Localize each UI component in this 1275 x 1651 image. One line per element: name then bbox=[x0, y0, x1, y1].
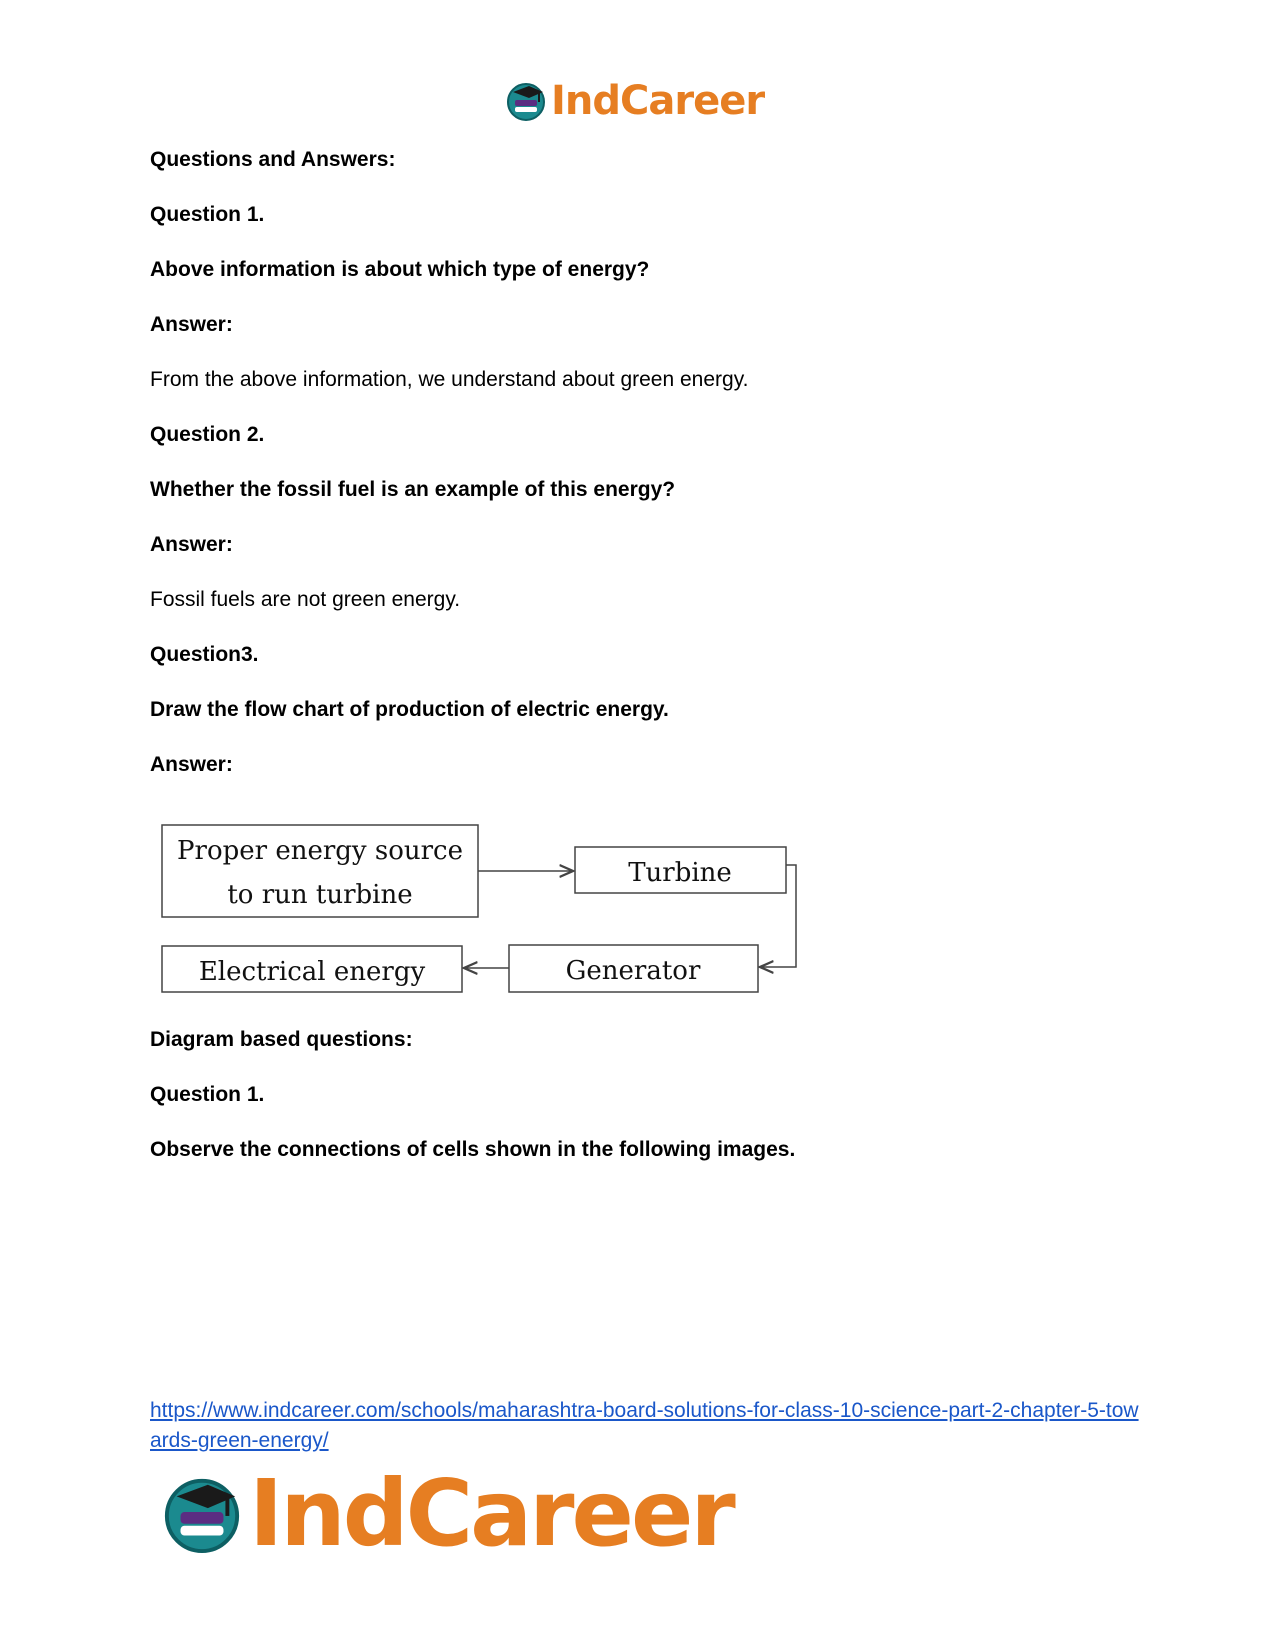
answer-text: From the above information, we understand about green energy. bbox=[150, 368, 749, 391]
source-box bbox=[162, 825, 478, 917]
logo-text: IndCareer bbox=[551, 78, 765, 124]
heading-line: Question 2. bbox=[150, 423, 265, 446]
diagram-questions-section bbox=[150, 1027, 1130, 1192]
heading-line: Answer: bbox=[150, 753, 233, 776]
heading-line: Questions and Answers: bbox=[150, 148, 396, 171]
heading-line: Question 1. bbox=[150, 203, 265, 226]
generator-label: Generator bbox=[565, 956, 701, 986]
graduation-globe-icon bbox=[161, 1473, 243, 1555]
flowchart bbox=[150, 815, 810, 995]
heading-line: Answer: bbox=[150, 533, 233, 556]
heading-line: Above information is about which type of energy? bbox=[150, 258, 650, 281]
answer-text: Fossil fuels are not green energy. bbox=[150, 588, 461, 611]
header-logo bbox=[505, 80, 764, 122]
heading-line: Diagram based questions: bbox=[150, 1028, 413, 1051]
electrical-label: Electrical energy bbox=[198, 957, 426, 987]
heading-line: Answer: bbox=[150, 313, 233, 336]
qa-section bbox=[150, 147, 1130, 807]
footer-logo bbox=[161, 1460, 733, 1567]
heading-line: Observe the connections of cells shown in the following images. bbox=[150, 1138, 796, 1161]
source-label-line1: Proper energy source bbox=[177, 836, 463, 866]
source-label-line2: to run turbine bbox=[227, 880, 413, 910]
logo-text: IndCareer bbox=[249, 1460, 733, 1567]
heading-line: Question 1. bbox=[150, 1083, 265, 1106]
generator-box bbox=[509, 945, 758, 992]
graduation-globe-icon bbox=[505, 80, 547, 122]
electrical-box bbox=[162, 946, 462, 992]
heading-line: Whether the fossil fuel is an example of this energy? bbox=[150, 478, 676, 501]
turbine-label: Turbine bbox=[628, 858, 732, 888]
heading-line: Question3. bbox=[150, 643, 259, 666]
heading-line: Draw the flow chart of production of electric energy. bbox=[150, 698, 669, 721]
turbine-box bbox=[575, 847, 786, 893]
source-link[interactable]: https://www.indcareer.com/schools/maharashtra-board-solutions-for-class-10-science-part-2-chapter-5-towards-green-energy/ bbox=[150, 1399, 1139, 1452]
